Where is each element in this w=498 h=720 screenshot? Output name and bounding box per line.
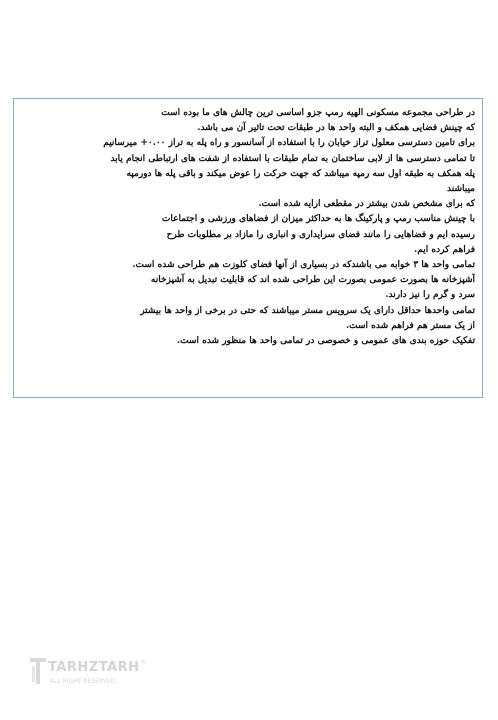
watermark-subtitle: ALL RIGHT RESERVED [50, 678, 116, 685]
text-line: فراهم کرده ایم. [414, 244, 475, 255]
text-line: پله همکف به طبقه اول سه رمپه میباشد که جهت حرکت را عوض میکند و باقی پله ها دورمپه [126, 168, 475, 179]
watermark-brand: TARHZTARH [48, 660, 140, 675]
text-line: تمامی واحدها حداقل دارای یک سرویس مستر میباشند که حتی در برخی از واحد ها بیشتر [140, 305, 475, 316]
text-line: برای تامین دسترسی معلول تراز خیابان را با استفاده از آسانسور و راه پله به تراز ۰.۰۰+ میرسانیم [103, 138, 475, 149]
text-line: از یک مستر هم فراهم شده است. [346, 320, 475, 331]
text-line: در طراحی مجموعه مسکونی الهیه رمپ جزو اساسی ترین چالش های ما بوده است [161, 108, 475, 118]
watermark-registered-mark: ® [140, 659, 146, 666]
text-line: با چینش مناسب رمپ و پارکینگ ها به حداکثر میزان از فضاهای ورزشی و اجتماعات [161, 214, 475, 225]
text-line: تفکیک حوزه بندی های عمومی و خصوصی در تمامی واحد ها منظور شده است. [176, 336, 475, 347]
text-line: که چینش فضایی همکف و البته واحد ها در طبقات تحت تاثیر آن می باشد. [197, 123, 475, 134]
text-line: تا تمامی دسترسی ها از لابی ساختمان به تمام طبقات با استفاده از شفت های ارتباطی انجام یابد [110, 153, 475, 164]
text-line: سرد و گرم را نیز دارند. [385, 290, 475, 301]
description-text-block [20, 106, 475, 349]
text-line: تمامی واحد ها ۳ خوابه می باشندکه در بسیاری از آنها فضای کلوزت هم طراحی شده است. [132, 260, 475, 271]
watermark [28, 656, 148, 690]
text-line: میباشند [447, 184, 475, 195]
text-line: که برای مشخص شدن بیشتر در مقطعی ارایه شده است. [258, 199, 475, 210]
watermark-logo-icon [28, 656, 48, 686]
text-line: رسیده ایم و فضاهایی را مانند فضای سرایداری و انباری را مازاد بر مطلوبات طرح [166, 229, 475, 240]
text-line: آشپزخانه ها بصورت عمومی بصورت این طراحی شده اند که قابلیت تبدیل به آشپزخانه [150, 275, 475, 286]
